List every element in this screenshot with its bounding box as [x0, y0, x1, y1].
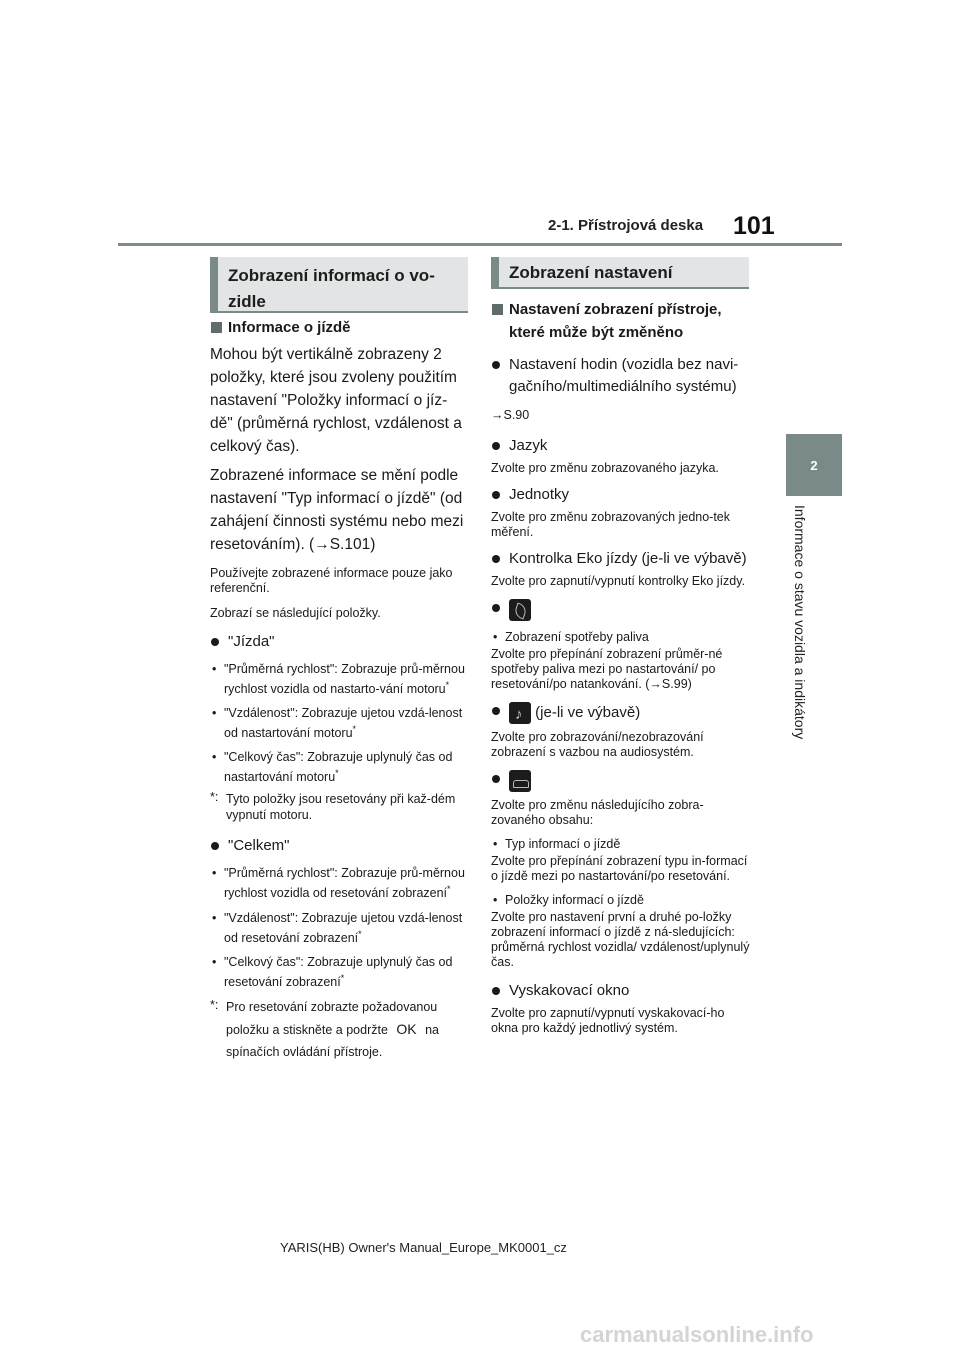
list-item: • Položky informací o jízdě — [491, 892, 751, 908]
footnote-text: na spínačích ovládání přístroje. — [226, 1022, 440, 1059]
car-icon — [509, 770, 531, 792]
bullet-audio — [491, 700, 751, 726]
ok-button-icon: OK — [396, 1020, 417, 1037]
bullet-leaf — [491, 597, 751, 623]
list-item — [210, 705, 468, 741]
description: Zvolte pro zapnutí/vypnutí kontrolky Eko jízdy. — [491, 574, 746, 588]
list-item-text: "Průměrná rychlost": Zobrazuje prů-měrnou rychlost vozidla od resetování zobrazení — [224, 866, 465, 901]
heading-vehicle-info: Zobrazení informací o vo-zidle — [210, 257, 468, 313]
page-number: 101 — [733, 212, 775, 240]
section-title: 2-1. Přístrojová deska — [548, 217, 704, 234]
footnote-mark: * — [335, 768, 339, 779]
description: Zvolte pro přepínání zobrazení průměr-né spotřeby paliva mezi po nastartování/ po resetování/po natankování. (→S.99) — [491, 647, 723, 691]
list-item-text: "Celkový čas": Zobrazuje uplynulý čas od nastartování motoru — [224, 750, 453, 785]
bullet-popup: Vyskakovací okno — [491, 980, 751, 1002]
footnote-mark: * — [352, 724, 357, 735]
note-text: Používejte zobrazené informace pouze jako referenční. — [210, 566, 453, 595]
footnote-mark: * — [447, 884, 451, 895]
bullet-car — [491, 768, 751, 794]
chapter-tab: 2 — [786, 434, 842, 496]
watermark: carmanualsonline.info — [580, 1322, 814, 1347]
list-item — [210, 661, 468, 697]
footnote — [210, 791, 468, 823]
heading-settings: Zobrazení nastavení — [491, 257, 749, 289]
footnote-mark: *: — [210, 790, 219, 805]
bullet-total: "Celkem" — [210, 835, 468, 857]
bullet-units: Jednotky — [491, 484, 751, 506]
bullet-language: Jazyk — [491, 435, 751, 457]
footnote — [210, 996, 468, 1063]
description: Zvolte pro změnu následujícího zobra-zovaného obsahu: — [491, 798, 704, 827]
bullet-eco: Kontrolka Eko jízdy (je-li ve výbavě) — [491, 548, 751, 570]
description: Zvolte pro zapnutí/vypnutí vyskakovací-ho okna pro každý jednotlivý systém. — [491, 1006, 725, 1035]
footnote-mark: * — [340, 972, 345, 983]
footnote-text: Tyto položky jsou resetovány při kaž-dém vypnutí motoru. — [226, 792, 456, 823]
list-item-text: "Celkový čas": Zobrazuje uplynulý čas od resetování zobrazení — [224, 954, 453, 989]
list-item — [210, 954, 468, 990]
footnote-mark: *: — [210, 997, 219, 1012]
list-item-text: "Průměrná rychlost": Zobrazuje prů-měrnou rychlost vozidla od nastarto-vání motoru — [224, 662, 465, 697]
bullet-trip: "Jízda" — [210, 631, 468, 653]
chapter-title: Informace o stavu vozidla a indikátory — [792, 505, 808, 740]
bullet-text: (je-li ve výbavě) — [535, 704, 641, 721]
description: Zvolte pro přepínání zobrazení typu in-formací o jízdě mezi po nastartování/po resetování. — [491, 854, 748, 883]
description: Zvolte pro změnu zobrazovaných jedno-tek měření. — [491, 510, 731, 539]
list-item-text: "Vzdálenost": Zobrazuje ujetou vzdá-lenost od resetování zobrazení — [224, 910, 463, 945]
leaf-icon — [509, 599, 531, 621]
description: Zvolte pro změnu zobrazovaného jazyka. — [491, 461, 719, 475]
paragraph: Mohou být vertikálně zobrazeny 2 položky, které jsou zvoleny použitím nastavení "Položky informací o jíz-dě" (průměrná rychlost, vzdálenost a celkový čas). — [210, 346, 462, 455]
list-item-text: "Vzdálenost": Zobrazuje ujetou vzdá-lenost od nastartování motoru — [224, 706, 463, 741]
footnote-mark: * — [445, 680, 450, 690]
subheading-trip-info: Informace o jízdě — [210, 316, 468, 339]
subheading-meter-settings: Nastavení zobrazení přístroje, které může být změněno — [491, 298, 751, 344]
footnote-mark: * — [358, 928, 362, 939]
right-column — [491, 298, 751, 1036]
list-item: • Zobrazení spotřeby paliva — [491, 629, 751, 645]
header-rule — [118, 243, 842, 246]
list-item: • Typ informací o jízdě — [491, 836, 751, 852]
list-item — [210, 749, 468, 785]
music-note-icon — [509, 702, 531, 724]
footer-text: YARIS(HB) Owner's Manual_Europe_MK0001_cz — [280, 1240, 567, 1255]
list-item — [210, 865, 468, 901]
description: Zvolte pro zobrazování/nezobrazování zobrazení s vazbou na audiosystém. — [491, 730, 704, 759]
list-item — [210, 910, 468, 946]
paragraph: Zobrazené informace se mění podle nastavení "Typ informací o jízdě" (od zahájení činnosti systému nebo mezi resetováním). (→S.101) — [210, 467, 464, 553]
bullet-clock: Nastavení hodin (vozidla bez navi-gačního/multimediálního systému) — [491, 354, 751, 398]
reference: →S.90 — [491, 408, 530, 422]
footnote-text: Pro resetování zobrazte požadovanou položku a stiskněte a podržte — [226, 999, 438, 1037]
note-text: Zobrazí se následující položky. — [210, 606, 381, 620]
left-column — [210, 316, 468, 1063]
description: Zvolte pro nastavení první a druhé po-ložky zobrazení informací o jízdě z ná-sledujících: průměrná rychlost vozidla/ vzdálenost/uplynulý čas. — [491, 910, 750, 969]
